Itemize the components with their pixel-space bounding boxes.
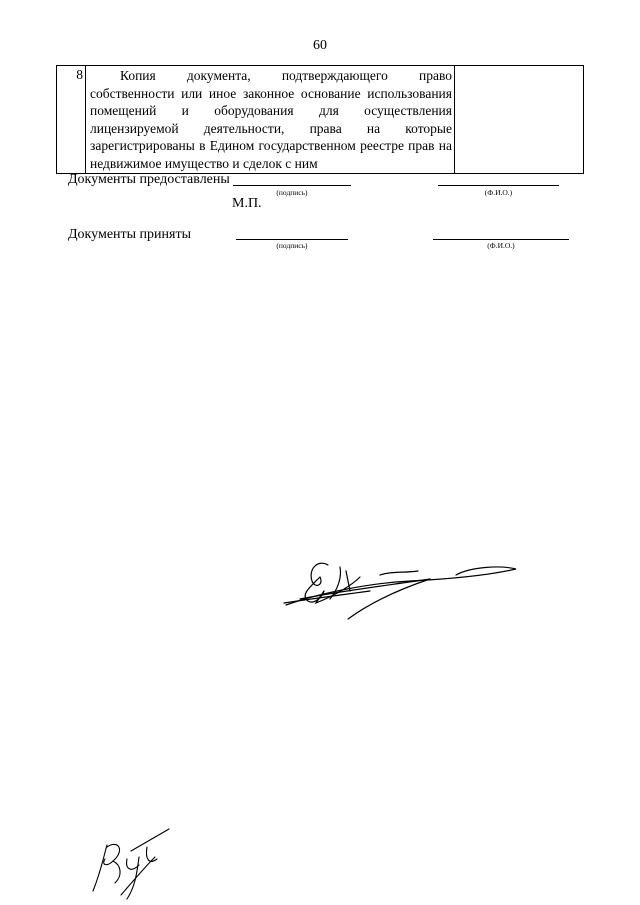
provided-signature-caption: (подпись)	[276, 188, 308, 197]
handwritten-initials	[85, 825, 175, 905]
accepted-signature-line	[236, 239, 348, 240]
handwritten-signature	[280, 555, 525, 625]
row-note-cell	[455, 66, 584, 174]
page-number: 60	[313, 38, 327, 53]
documents-provided-label: Документы предоставлены	[68, 172, 230, 187]
row-document-description: Копия документа, подтверждающего право собственности или иное законное основание использования помещений и оборудования для осуществления лицензируемой деятельности, права на которые зарегистрированы в Едином государственном реестре прав на недвижимое имущество и сделок с ним	[86, 66, 455, 174]
provided-name-line	[438, 185, 559, 186]
row-number: 8	[57, 66, 86, 174]
accepted-name-caption: (Ф.И.О.)	[487, 241, 515, 250]
accepted-name-line	[433, 239, 569, 240]
stamp-placeholder: М.П.	[232, 196, 262, 211]
accepted-signature-caption: (подпись)	[276, 241, 308, 250]
documents-table	[56, 65, 584, 174]
provided-name-caption: (Ф.И.О.)	[484, 188, 513, 197]
provided-signature-line	[233, 185, 351, 186]
table-row	[57, 66, 584, 174]
documents-accepted-label: Документы приняты	[68, 227, 191, 242]
